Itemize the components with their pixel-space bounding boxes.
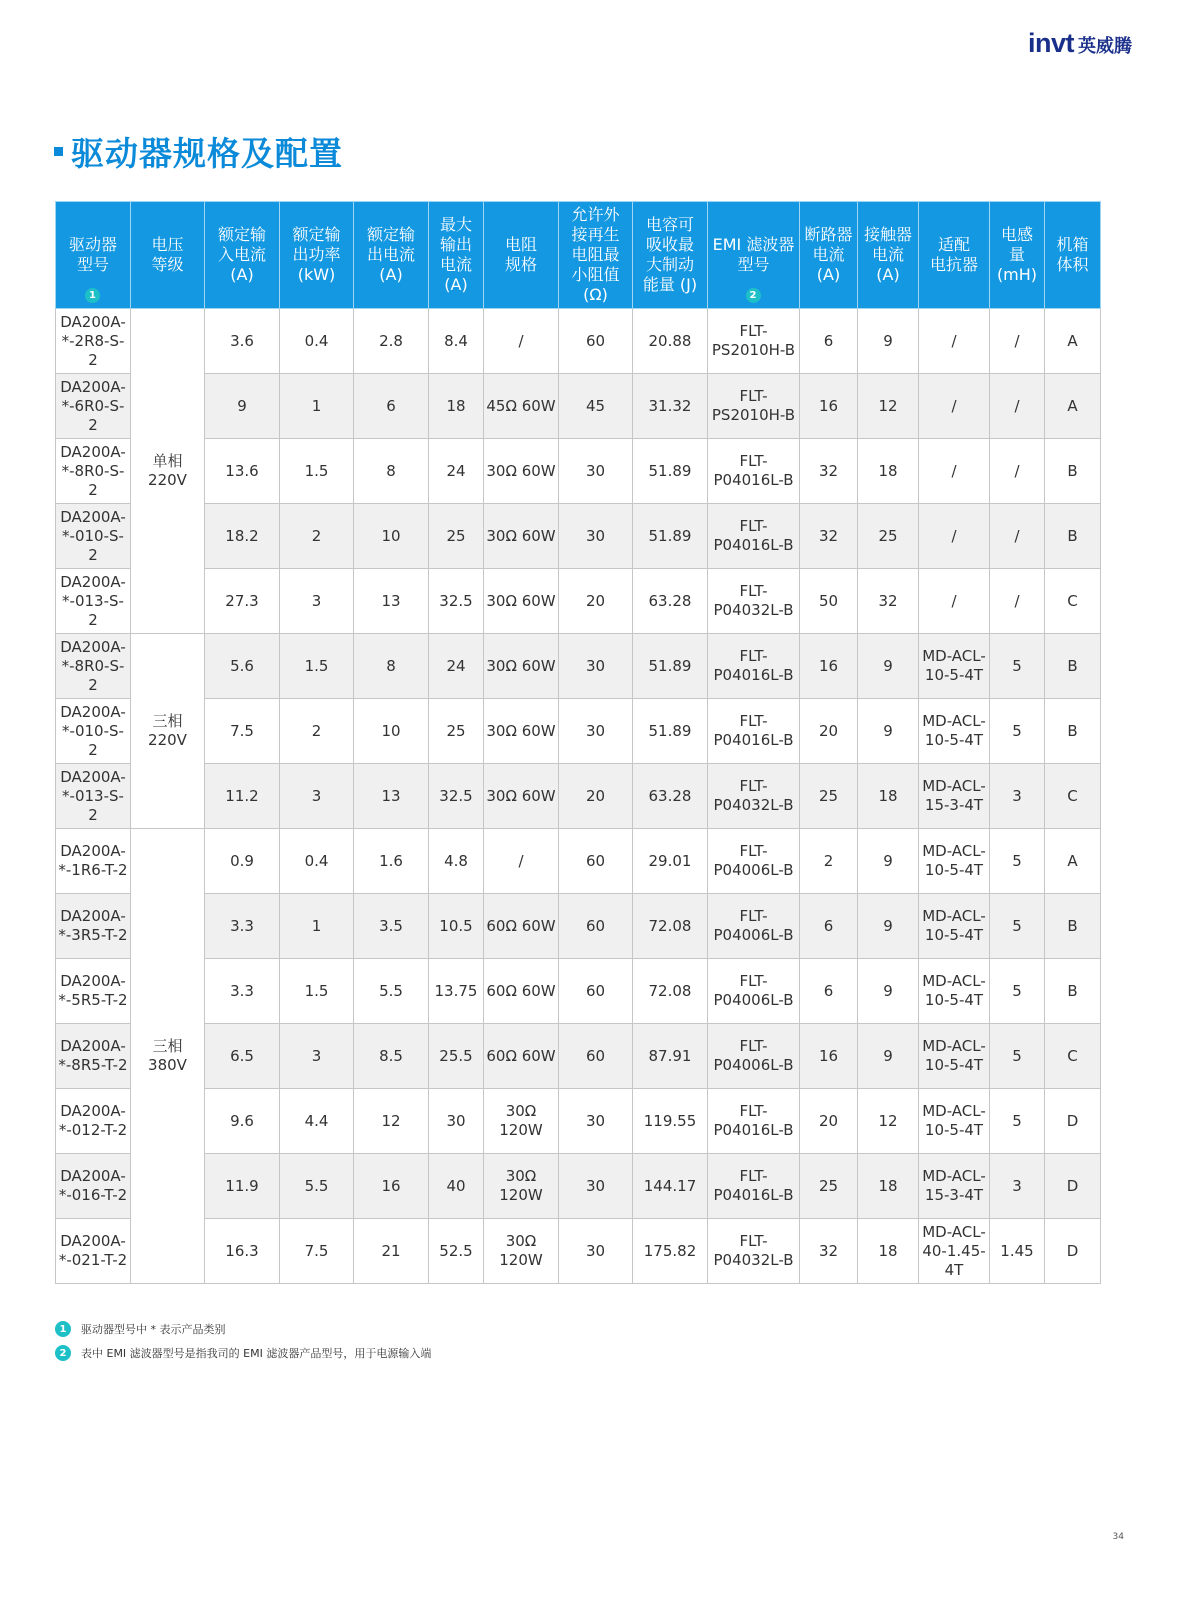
table-cell: 1.6 [354, 829, 429, 894]
table-cell: 7.5 [280, 1219, 354, 1284]
table-cell: FLT- P04016L-B [708, 634, 800, 699]
table-cell: 20 [800, 699, 858, 764]
table-cell: / [919, 309, 990, 374]
table-cell: 30Ω 60W [484, 634, 559, 699]
table-cell: 60 [559, 829, 633, 894]
table-cell: B [1045, 504, 1101, 569]
table-row [56, 374, 1101, 439]
table-cell: 30Ω 60W [484, 504, 559, 569]
model-cell: DA200A- *-013-S-2 [56, 569, 131, 634]
table-cell: 32 [800, 1219, 858, 1284]
footnote-text: 驱动器型号中 * 表示产品类别 [81, 1323, 226, 1336]
table-cell: FLT- P04016L-B [708, 504, 800, 569]
table-cell: 30 [559, 1089, 633, 1154]
table-cell: 32.5 [429, 764, 484, 829]
table-cell: B [1045, 959, 1101, 1024]
model-cell: DA200A- *-1R6-T-2 [56, 829, 131, 894]
spec-table [55, 201, 1101, 1284]
column-header-label: 机箱 体积 [1056, 235, 1089, 274]
table-cell: 9 [858, 894, 919, 959]
table-cell: 18 [858, 439, 919, 504]
table-cell: 5 [990, 1024, 1045, 1089]
table-cell: MD-ACL- 15-3-4T [919, 1154, 990, 1219]
table-cell: 2 [280, 699, 354, 764]
table-cell: 119.55 [633, 1089, 708, 1154]
table-cell: 31.32 [633, 374, 708, 439]
table-cell: 30Ω 60W [484, 569, 559, 634]
table-cell: 21 [354, 1219, 429, 1284]
footnote-text: 表中 EMI 滤波器型号是指我司的 EMI 滤波器产品型号，用于电源输入端 [81, 1347, 432, 1360]
column-header [800, 202, 858, 309]
table-cell: 24 [429, 634, 484, 699]
column-header [484, 202, 559, 309]
table-cell: D [1045, 1089, 1101, 1154]
table-cell: 30Ω 120W [484, 1154, 559, 1219]
table-cell: D [1045, 1154, 1101, 1219]
column-header-label: 接触器 电流 (A) [863, 225, 912, 284]
table-cell: C [1045, 1024, 1101, 1089]
table-cell: / [990, 374, 1045, 439]
table-cell: 5 [990, 699, 1045, 764]
table-cell: 13 [354, 764, 429, 829]
table-cell: 5.5 [354, 959, 429, 1024]
column-header-label: EMI 滤波器 型号 [712, 235, 795, 274]
table-cell: 51.89 [633, 699, 708, 764]
table-cell: / [919, 439, 990, 504]
column-header [56, 202, 131, 309]
table-cell: 20 [559, 764, 633, 829]
table-cell: 45Ω 60W [484, 374, 559, 439]
column-header [429, 202, 484, 309]
table-cell: C [1045, 764, 1101, 829]
table-cell: 52.5 [429, 1219, 484, 1284]
table-cell: D [1045, 1219, 1101, 1284]
table-cell: 144.17 [633, 1154, 708, 1219]
column-header-label: 断路器 电流 (A) [804, 225, 853, 284]
table-cell: FLT- P04032L-B [708, 569, 800, 634]
table-cell: 60 [559, 959, 633, 1024]
table-cell: 6 [800, 959, 858, 1024]
table-cell: FLT- P04016L-B [708, 1154, 800, 1219]
table-cell: 1.5 [280, 959, 354, 1024]
column-header [858, 202, 919, 309]
table-cell: 24 [429, 439, 484, 504]
table-cell: 51.89 [633, 504, 708, 569]
table-cell: MD-ACL- 10-5-4T [919, 1024, 990, 1089]
model-cell: DA200A- *-010-S-2 [56, 504, 131, 569]
page-title-text: 驱动器规格及配置 [71, 134, 343, 173]
table-cell: 30Ω 60W [484, 439, 559, 504]
table-cell: 30 [559, 699, 633, 764]
column-header [205, 202, 280, 309]
table-cell: 30 [559, 1219, 633, 1284]
table-cell: / [919, 504, 990, 569]
table-row [56, 1024, 1101, 1089]
column-header-label: 允许外 接再生 电阻最 小阻值 (Ω) [571, 205, 620, 304]
table-cell: 30Ω 60W [484, 764, 559, 829]
table-row [56, 959, 1101, 1024]
table-cell: FLT- P04006L-B [708, 959, 800, 1024]
column-header [559, 202, 633, 309]
table-cell: B [1045, 894, 1101, 959]
column-header-label: 最大 输出 电流 (A) [439, 215, 472, 294]
model-cell: DA200A- *-8R5-T-2 [56, 1024, 131, 1089]
table-cell: 9.6 [205, 1089, 280, 1154]
table-cell: 9 [858, 959, 919, 1024]
model-cell: DA200A- *-6R0-S-2 [56, 374, 131, 439]
table-cell: 20.88 [633, 309, 708, 374]
table-row [56, 1154, 1101, 1219]
table-cell: 9 [858, 829, 919, 894]
table-cell: FLT- P04016L-B [708, 439, 800, 504]
column-header-label: 电感 量 (mH) [996, 225, 1038, 284]
table-cell: 30Ω 120W [484, 1219, 559, 1284]
table-cell: 16 [800, 634, 858, 699]
table-cell: / [919, 374, 990, 439]
brand-logo [1028, 28, 1132, 59]
table-cell: 18.2 [205, 504, 280, 569]
table-cell: 25 [429, 699, 484, 764]
table-row [56, 569, 1101, 634]
model-cell: DA200A- *-8R0-S-2 [56, 634, 131, 699]
table-cell: 2 [280, 504, 354, 569]
voltage-group-cell: 单相 220V [131, 309, 205, 634]
table-cell: 1 [280, 374, 354, 439]
table-cell: 3 [990, 1154, 1045, 1219]
table-cell: 32 [800, 504, 858, 569]
table-cell: 18 [429, 374, 484, 439]
table-row [56, 699, 1101, 764]
table-cell: 45 [559, 374, 633, 439]
column-header [1045, 202, 1101, 309]
table-cell: 87.91 [633, 1024, 708, 1089]
column-header [131, 202, 205, 309]
table-cell: 6 [800, 894, 858, 959]
column-header-label: 额定输 出功率 (kW) [292, 225, 341, 284]
table-cell: FLT- P04006L-B [708, 829, 800, 894]
table-cell: A [1045, 829, 1101, 894]
table-cell: 16 [800, 374, 858, 439]
table-cell: 12 [354, 1089, 429, 1154]
brand-mark: invt [1027, 28, 1074, 58]
table-cell: 18 [858, 764, 919, 829]
table-cell: / [990, 309, 1045, 374]
table-cell: 60 [559, 1024, 633, 1089]
column-header [354, 202, 429, 309]
table-cell: 5.5 [280, 1154, 354, 1219]
table-cell: 5.6 [205, 634, 280, 699]
table-cell: / [990, 504, 1045, 569]
table-cell: 72.08 [633, 959, 708, 1024]
table-cell: 20 [559, 569, 633, 634]
table-cell: 1.5 [280, 634, 354, 699]
table-cell: 6 [354, 374, 429, 439]
table-body [56, 309, 1101, 1284]
footnote-badge: 1 [85, 288, 100, 303]
table-row [56, 309, 1101, 374]
table-row [56, 504, 1101, 569]
table-cell: 10 [354, 699, 429, 764]
table-cell: FLT- P04016L-B [708, 1089, 800, 1154]
column-header [990, 202, 1045, 309]
table-cell: 30 [559, 1154, 633, 1219]
table-cell: 29.01 [633, 829, 708, 894]
table-cell: MD-ACL- 15-3-4T [919, 764, 990, 829]
table-cell: 8.4 [429, 309, 484, 374]
table-cell: / [990, 569, 1045, 634]
column-header-label: 电压 等级 [151, 235, 184, 274]
table-cell: 8 [354, 634, 429, 699]
table-cell: / [919, 569, 990, 634]
table-cell: 30Ω 120W [484, 1089, 559, 1154]
table-cell: 32 [800, 439, 858, 504]
table-cell: FLT- P04006L-B [708, 1024, 800, 1089]
voltage-group-cell: 三相 220V [131, 634, 205, 829]
table-cell: 60 [559, 309, 633, 374]
table-cell: 0.4 [280, 309, 354, 374]
table-cell: 8.5 [354, 1024, 429, 1089]
table-cell: FLT- PS2010H-B [708, 374, 800, 439]
table-cell: 7.5 [205, 699, 280, 764]
table-cell: FLT- PS2010H-B [708, 309, 800, 374]
table-cell: 4.4 [280, 1089, 354, 1154]
table-cell: 2 [800, 829, 858, 894]
table-cell: 12 [858, 1089, 919, 1154]
footnote-badge: 2 [746, 288, 761, 303]
table-cell: 13 [354, 569, 429, 634]
table-header-row [56, 202, 1101, 309]
table-cell: 5 [990, 894, 1045, 959]
column-header [919, 202, 990, 309]
table-cell: 30 [559, 504, 633, 569]
table-cell: 0.4 [280, 829, 354, 894]
table-cell: A [1045, 309, 1101, 374]
model-cell: DA200A- *-012-T-2 [56, 1089, 131, 1154]
table-cell: FLT- P04032L-B [708, 1219, 800, 1284]
table-cell: A [1045, 374, 1101, 439]
voltage-group-cell: 三相 380V [131, 829, 205, 1284]
footnotes [55, 1321, 431, 1369]
model-cell: DA200A- *-010-S-2 [56, 699, 131, 764]
table-row [56, 1219, 1101, 1284]
table-row [56, 1089, 1101, 1154]
table-cell: 5 [990, 829, 1045, 894]
table-cell: 0.9 [205, 829, 280, 894]
table-cell: MD-ACL- 10-5-4T [919, 959, 990, 1024]
table-cell: 3.6 [205, 309, 280, 374]
table-cell: 25 [800, 764, 858, 829]
table-cell: 20 [800, 1089, 858, 1154]
model-cell: DA200A- *-021-T-2 [56, 1219, 131, 1284]
table-cell: MD-ACL- 10-5-4T [919, 634, 990, 699]
column-header [633, 202, 708, 309]
table-cell: 8 [354, 439, 429, 504]
table-cell: 5 [990, 959, 1045, 1024]
column-header-label: 电容可 吸收最 大制动 能量 (J) [642, 215, 698, 294]
table-cell: MD-ACL- 10-5-4T [919, 829, 990, 894]
model-cell: DA200A- *-2R8-S-2 [56, 309, 131, 374]
model-cell: DA200A- *-016-T-2 [56, 1154, 131, 1219]
table-cell: 30 [559, 439, 633, 504]
table-cell: FLT- P04006L-B [708, 894, 800, 959]
table-row [56, 894, 1101, 959]
table-cell: B [1045, 439, 1101, 504]
table-row [56, 634, 1101, 699]
table-cell: 3 [280, 569, 354, 634]
table-cell: 3 [280, 1024, 354, 1089]
table-cell: 32 [858, 569, 919, 634]
table-cell: 1 [280, 894, 354, 959]
table-cell: 13.75 [429, 959, 484, 1024]
table-cell: 10.5 [429, 894, 484, 959]
table-cell: 3 [990, 764, 1045, 829]
table-cell: 6 [800, 309, 858, 374]
table-cell: 9 [858, 634, 919, 699]
table-cell: 32.5 [429, 569, 484, 634]
table-cell: 51.89 [633, 634, 708, 699]
table-cell: / [990, 439, 1045, 504]
table-cell: B [1045, 634, 1101, 699]
table-cell: 60Ω 60W [484, 959, 559, 1024]
page-number: 34 [1112, 1532, 1124, 1542]
table-cell: 25 [858, 504, 919, 569]
table-cell: 16 [354, 1154, 429, 1219]
table-cell: MD-ACL- 40-1.45- 4T [919, 1219, 990, 1284]
table-cell: MD-ACL- 10-5-4T [919, 894, 990, 959]
table-cell: C [1045, 569, 1101, 634]
table-cell: 3 [280, 764, 354, 829]
table-cell: / [484, 829, 559, 894]
footnote [55, 1321, 431, 1337]
table-row [56, 439, 1101, 504]
table-cell: 1.45 [990, 1219, 1045, 1284]
table-cell: 3.5 [354, 894, 429, 959]
table-cell: 51.89 [633, 439, 708, 504]
table-cell: 60Ω 60W [484, 1024, 559, 1089]
table-cell: 27.3 [205, 569, 280, 634]
table-cell: FLT- P04032L-B [708, 764, 800, 829]
footnote-number-badge: 1 [55, 1321, 71, 1337]
column-header-label: 额定输 出电流 (A) [366, 225, 415, 284]
table-cell: 9 [858, 1024, 919, 1089]
table-cell: 3.3 [205, 894, 280, 959]
column-header-label: 驱动器 型号 [68, 235, 117, 274]
table-cell: / [484, 309, 559, 374]
table-cell: 5 [990, 1089, 1045, 1154]
table-cell: FLT- P04016L-B [708, 699, 800, 764]
footnote-number-badge: 2 [55, 1345, 71, 1361]
column-header [708, 202, 800, 309]
table-row [56, 764, 1101, 829]
column-header-label: 电阻 规格 [504, 235, 537, 274]
table-cell: 63.28 [633, 569, 708, 634]
table-cell: 9 [205, 374, 280, 439]
table-cell: 18 [858, 1154, 919, 1219]
table-cell: MD-ACL- 10-5-4T [919, 699, 990, 764]
table-cell: 11.9 [205, 1154, 280, 1219]
table-cell: 11.2 [205, 764, 280, 829]
table-cell: 60 [559, 894, 633, 959]
table-cell: 12 [858, 374, 919, 439]
table-cell: B [1045, 699, 1101, 764]
table-cell: 1.5 [280, 439, 354, 504]
brand-name: 英威腾 [1078, 36, 1132, 57]
table-cell: 4.8 [429, 829, 484, 894]
table-cell: 30 [559, 634, 633, 699]
page-title [54, 128, 343, 175]
model-cell: DA200A- *-5R5-T-2 [56, 959, 131, 1024]
table-cell: 9 [858, 309, 919, 374]
table-cell: 16 [800, 1024, 858, 1089]
table-cell: 2.8 [354, 309, 429, 374]
table-cell: 30Ω 60W [484, 699, 559, 764]
table-cell: 40 [429, 1154, 484, 1219]
model-cell: DA200A- *-013-S-2 [56, 764, 131, 829]
table-cell: 175.82 [633, 1219, 708, 1284]
table-cell: 3.3 [205, 959, 280, 1024]
column-header-label: 额定输 入电流 (A) [217, 225, 266, 284]
table-cell: 9 [858, 699, 919, 764]
table-cell: 50 [800, 569, 858, 634]
table-cell: 13.6 [205, 439, 280, 504]
table-row [56, 829, 1101, 894]
table-cell: 16.3 [205, 1219, 280, 1284]
table-cell: 25 [800, 1154, 858, 1219]
table-cell: 25 [429, 504, 484, 569]
table-cell: 25.5 [429, 1024, 484, 1089]
table-cell: 72.08 [633, 894, 708, 959]
footnote [55, 1345, 431, 1361]
model-cell: DA200A- *-8R0-S-2 [56, 439, 131, 504]
table-cell: 6.5 [205, 1024, 280, 1089]
column-header-label: 适配 电抗器 [929, 235, 978, 274]
title-square-icon [54, 147, 63, 156]
table-cell: MD-ACL- 10-5-4T [919, 1089, 990, 1154]
column-header [280, 202, 354, 309]
table-cell: 30 [429, 1089, 484, 1154]
table-cell: 63.28 [633, 764, 708, 829]
table-cell: 18 [858, 1219, 919, 1284]
model-cell: DA200A- *-3R5-T-2 [56, 894, 131, 959]
table-cell: 5 [990, 634, 1045, 699]
table-cell: 10 [354, 504, 429, 569]
table-cell: 60Ω 60W [484, 894, 559, 959]
